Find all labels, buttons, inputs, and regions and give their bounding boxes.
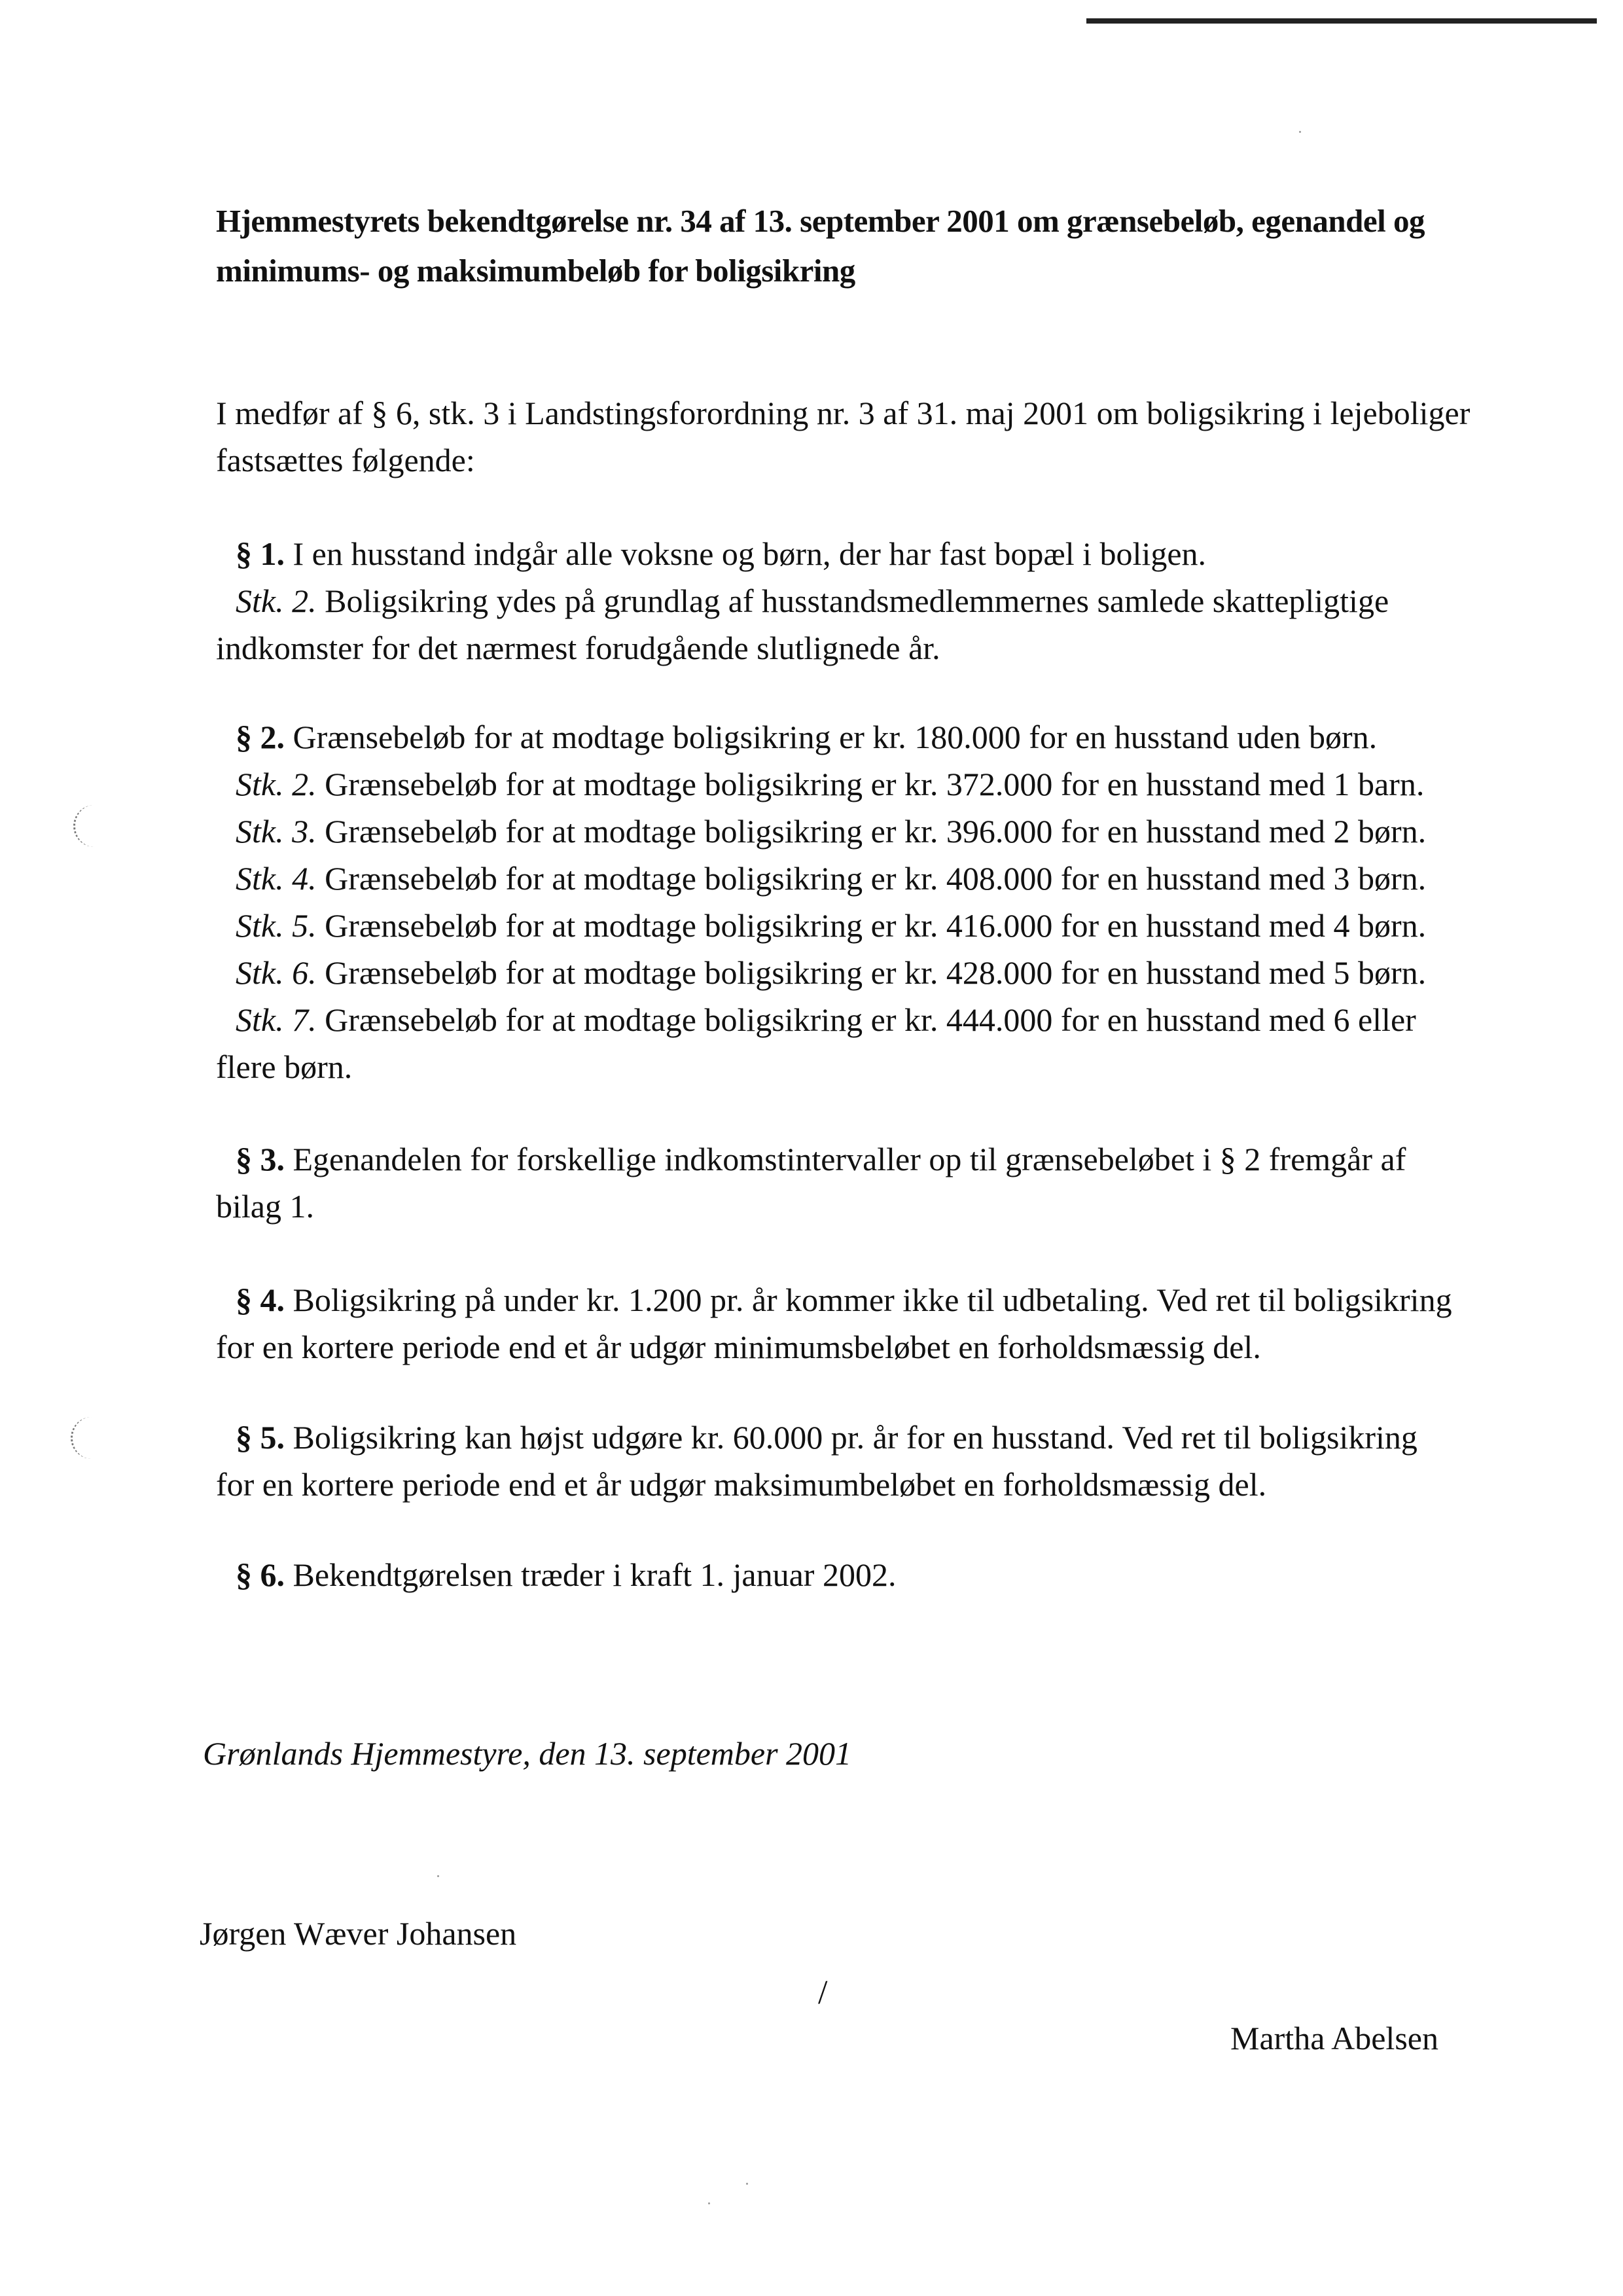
section-mark: § 5. [236,1419,285,1456]
section-text: Bekendtgørelsen træder i kraft 1. januar 2002. [293,1556,897,1593]
section-6 [216,1551,1459,1598]
scan-edge-line [1086,18,1597,24]
scan-speck [746,2183,748,2185]
section-5 [216,1414,1459,1508]
stk-text: Grænsebeløb for at modtage boligsikring er kr. 444.000 for en husstand med 6 eller flere børn. [216,1001,1416,1085]
stk-text: Grænsebeløb for at modtage boligsikring er kr. 408.000 for en husstand med 3 børn. [325,860,1427,897]
stk-text: Boligsikring ydes på grundlag af husstandsmedlemmernes samlede skattepligtige indkomster for det nærmest forudgående slutlignede år. [216,583,1389,666]
section-2 [216,713,1459,1090]
scan-speck [437,1875,439,1877]
stk-mark: Stk. 6. [236,954,317,991]
stk-text: Grænsebeløb for at modtage boligsikring er kr. 372.000 for en husstand med 1 barn. [325,766,1425,802]
stk-mark: Stk. 5. [236,907,317,944]
section-text: Egenandelen for forskellige indkomstintervaller op til grænsebeløbet i § 2 fremgår af bilag 1. [216,1141,1406,1225]
signature-separator: / [818,1974,828,2011]
stk-mark: Stk. 3. [236,813,317,850]
scan-speck [708,2202,710,2204]
section-mark: § 4. [236,1282,285,1318]
stk-mark: Stk. 4. [236,860,317,897]
section-text: Boligsikring kan højst udgøre kr. 60.000 pr. år for en husstand. Ved ret til boligsikring for en kortere periode end et år udgør maksimumbeløbet en forholdsmæssig del. [216,1419,1418,1503]
section-text: Boligsikring på under kr. 1.200 pr. år kommer ikke til udbetaling. Ved ret til boligsikring for en kortere periode end et år udgør minimumsbeløbet en forholdsmæssig del. [216,1282,1452,1365]
section-mark: § 1. [236,535,285,572]
section-4 [216,1276,1459,1371]
punch-hole-mark [71,1417,101,1459]
stk-text: Grænsebeløb for at modtage boligsikring er kr. 428.000 for en husstand med 5 børn. [325,954,1427,991]
stk-mark: Stk. 2. [236,583,317,619]
section-mark: § 3. [236,1141,285,1177]
section-mark: § 2. [236,719,285,755]
section-text: Grænsebeløb for at modtage boligsikring er kr. 180.000 for en husstand uden børn. [293,719,1378,755]
signatory-left: Jørgen Wæver Johansen [200,1915,517,1952]
section-text: I en husstand indgår alle voksne og børn, der har fast bopæl i boligen. [293,535,1207,572]
stk-mark: Stk. 7. [236,1001,317,1038]
scan-speck [1299,131,1301,133]
section-3 [216,1136,1459,1230]
signatory-right: Martha Abelsen [1230,2020,1438,2056]
section-1 [216,530,1459,672]
stk-text: Grænsebeløb for at modtage boligsikring er kr. 396.000 for en husstand med 2 børn. [325,813,1427,850]
punch-hole-mark [73,805,104,847]
preamble: I medfør af § 6, stk. 3 i Landstingsforordning nr. 3 af 31. maj 2001 om boligsikring i lejeboliger fastsættes følgende: [216,395,1471,478]
document-title: Hjemmestyrets bekendtgørelse nr. 34 af 13. september 2001 om grænsebeløb, egenandel og minimums- og maksimumbeløb for boligsikring [216,203,1425,289]
stk-text: Grænsebeløb for at modtage boligsikring er kr. 416.000 for en husstand med 4 børn. [325,907,1427,944]
section-mark: § 6. [236,1556,285,1593]
place-and-date: Grønlands Hjemmestyre, den 13. september 2001 [203,1735,852,1772]
stk-mark: Stk. 2. [236,766,317,802]
